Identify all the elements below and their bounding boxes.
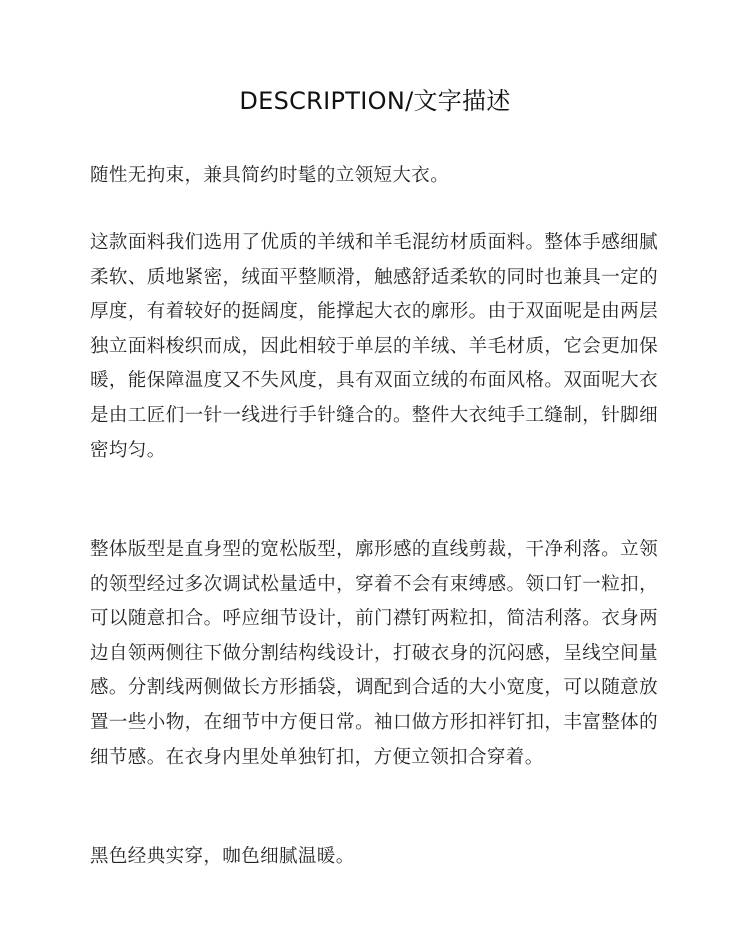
color-paragraph: 黑色经典实穿，咖色细腻温暖。 <box>90 846 355 867</box>
intro-paragraph: 随性无拘束，兼具简约时髦的立领短大衣。 <box>90 165 450 186</box>
silhouette-paragraph: 整体版型是直身型的宽松版型，廓形感的直线剪裁，干净利落。立领的领型经过多次调试松量适中，穿着不会有束缚感。领口钉一粒扣，可以随意扣合。呼应细节设计，前门襟钉两粒扣，简洁利落。衣身两边自领两侧往下做分割结构线设计，打破衣身的沉闷感，呈线空间量感。分割线两侧做长方形插袋，调配到合适的大小宽度，可以随意放置一些小物，在细节中方便日常。袖口做方形扣袢钉扣，丰富整体的细节感。在衣身内里处单独钉扣，方便立领扣合穿着。 <box>90 539 658 768</box>
section-title: DESCRIPTION/文字描述 <box>239 87 511 115</box>
fabric-paragraph: 这款面料我们选用了优质的羊绒和羊毛混纺材质面料。整体手感细腻柔软、质地紧密，绒面平整顺滑，触感舒适柔软的同时也兼具一定的厚度，有着较好的挺阔度，能撑起大衣的廓形。由于双面呢是由两层独立面料梭织而成，因此相较于单层的羊绒、羊毛材质，它会更加保暖，能保障温度又不失风度，具有双面立绒的布面风格。双面呢大衣是由工匠们一针一线进行手针缝合的。整件大衣纯手工缝制，针脚细密均匀。 <box>90 232 658 461</box>
